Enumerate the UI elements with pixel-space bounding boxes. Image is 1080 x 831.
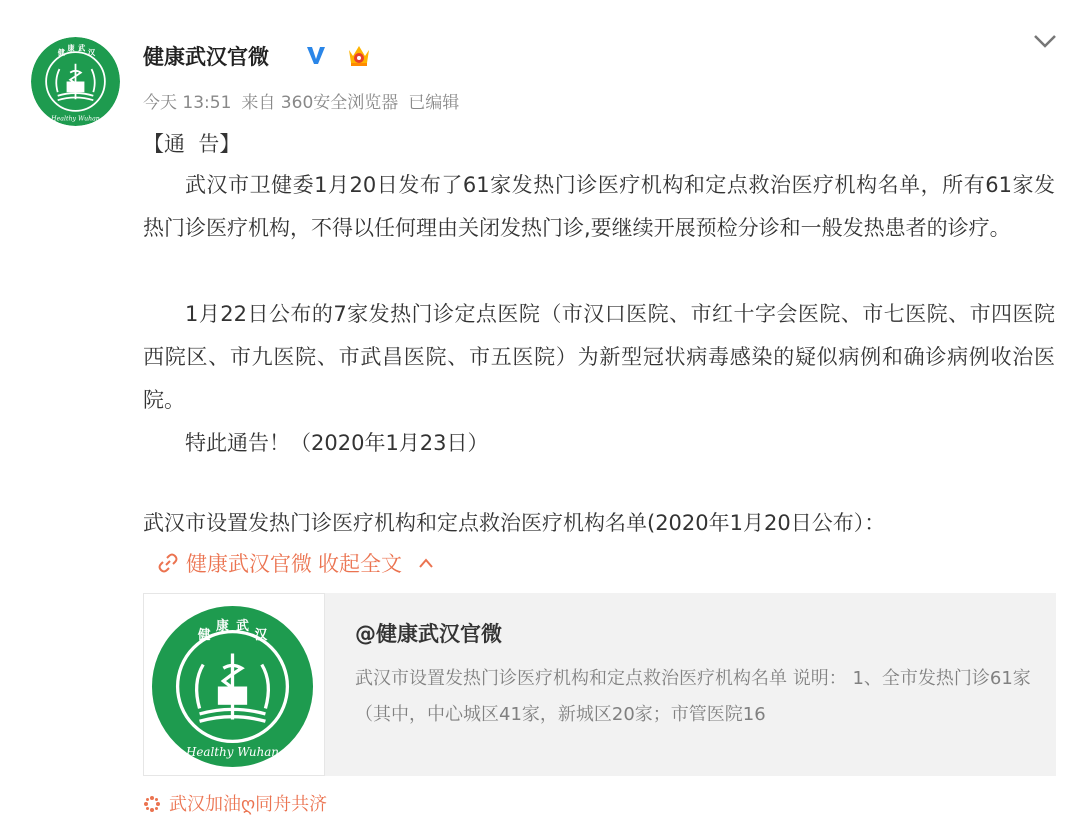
avatar-ring-char: 汉: [87, 47, 96, 57]
topic-tag[interactable]: [143, 790, 327, 816]
card-bottom-text: Healthy Wuhan: [186, 745, 279, 760]
card-description: 武汉市设置发热门诊医疗机构和定点救治医疗机构名单 说明： 1、全市发热门诊61家（其中，中心城区41家，新城区20家；市管医院16: [355, 668, 1031, 725]
post-actions: [158, 544, 434, 584]
card-ring-char: 武: [236, 618, 249, 634]
post-paragraph: 武汉市卫健委1月20日发布了61家发热门诊医疗机构和定点救治医疗机构名单，所有61家发热门诊医疗机构，不得以任何理由关闭发热门诊,要继续开展预检分诊和一般发热患者的诊疗。: [143, 173, 1055, 240]
edited-label[interactable]: 已编辑: [408, 93, 460, 113]
verified-icon: [305, 44, 327, 66]
post-meta: [143, 88, 469, 113]
card-ring-char: 健: [197, 627, 211, 643]
post-source: 来自 360安全浏览器: [241, 93, 399, 113]
card-ring-char: 汉: [254, 627, 268, 643]
crown-badge-icon: [344, 41, 374, 69]
link-icon: [158, 553, 178, 573]
card-thumbnail: [143, 593, 325, 776]
card-ring-char: 康: [216, 618, 229, 634]
avatar-ring-char: 武: [78, 43, 86, 53]
shared-article-card[interactable]: [143, 593, 1056, 776]
avatar-ring-char: 康: [67, 43, 75, 53]
healthy-wuhan-logo-icon: [31, 37, 120, 126]
post-paragraph: 特此通告！（2020年1月23日）: [185, 431, 489, 455]
post-time[interactable]: 今天 13:51: [143, 93, 232, 113]
post-paragraph: 1月22日公布的7家发热门诊定点医院（市汉口医院、市红十字会医院、市七医院、市四医院西院区、市九医院、市武昌医院、市五医院）为新型冠状病毒感染的疑似病例和确诊病例收治医院。: [143, 302, 1055, 412]
list-heading: 武汉市设置发热门诊医疗机构和定点救治医疗机构名单(2020年1月20日公布）：: [143, 511, 886, 535]
avatar[interactable]: [31, 37, 120, 126]
notice-title: 【通 告】: [143, 132, 241, 156]
collapse-text-button[interactable]: 收起全文: [318, 552, 402, 576]
chevron-up-icon[interactable]: [418, 557, 434, 569]
source-link[interactable]: 健康武汉官微: [186, 552, 312, 576]
chevron-down-icon[interactable]: [1033, 33, 1057, 49]
author-name[interactable]: 健康武汉官微: [143, 45, 269, 69]
avatar-bottom-text: Healthy Wuhan: [51, 115, 100, 123]
card-title: @健康武汉官微: [355, 622, 502, 646]
topic-label: 武汉加油ღ同舟共济: [169, 794, 328, 815]
topic-flower-icon: [143, 795, 161, 813]
avatar-ring-char: 健: [57, 47, 65, 57]
healthy-wuhan-logo-icon: [141, 595, 324, 778]
